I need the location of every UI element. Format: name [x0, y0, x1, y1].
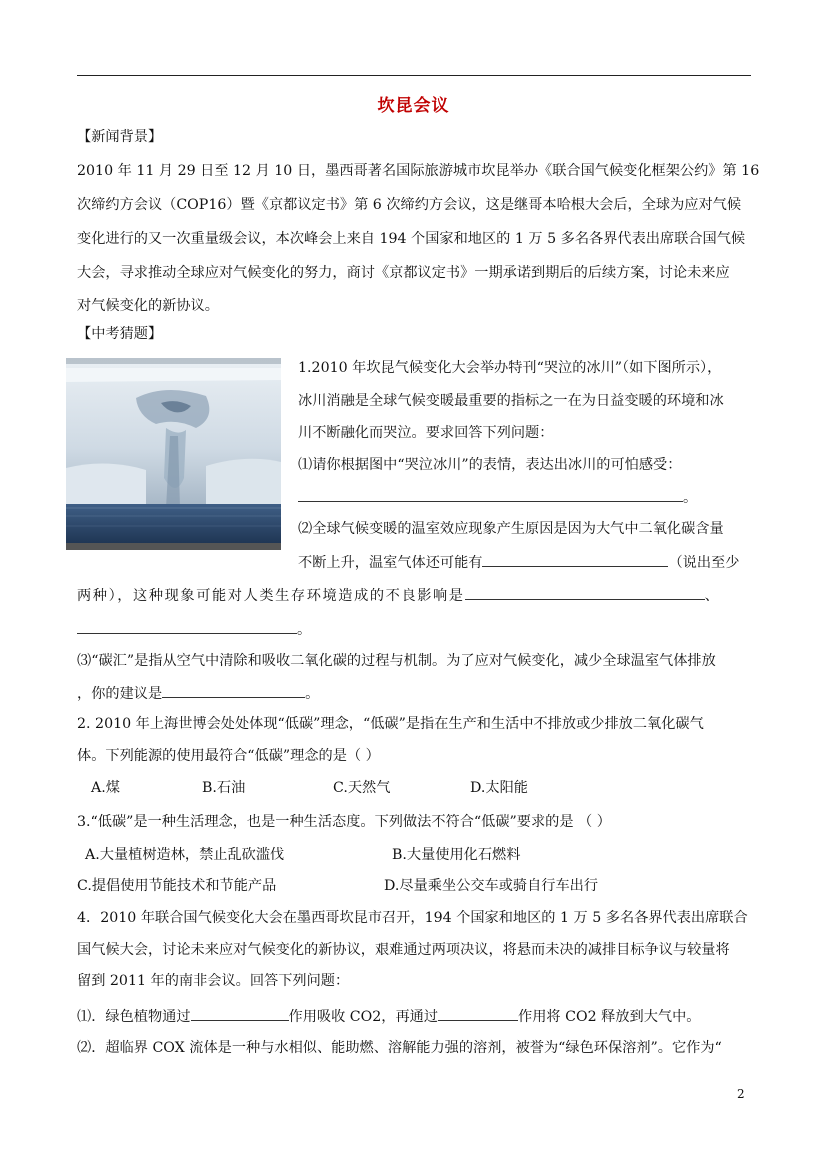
answer-blank[interactable] — [465, 585, 705, 600]
q1-subquestion-1: ⑴请你根据图中“哭泣冰川”的表情，表达出冰川的可怕感受： — [298, 457, 682, 473]
background-line: 次缔约方会议（COP16）暨《京都议定书》第 6 次缔约方会议，这是继哥本哈根大会后，全球为应对气候 — [77, 197, 742, 213]
q2-line: 2. 2010 年上海世博会处处体现“低碳”理念，“低碳”是指在生产和生活中不排放或少排放二氧化碳气 — [77, 716, 704, 732]
punctuation: 。 — [683, 490, 698, 506]
q4-subquestion-2: ⑵．超临界 COX 流体是一种与水相似、能助燃、溶解能力强的溶剂，被誉为“绿色环保溶剂”。它作为“ — [77, 1040, 722, 1056]
q1-subquestion-3-cont: ，你的建议是 。 — [77, 683, 319, 704]
background-line: 变化进行的又一次重量级会议，本次峰会上来自 194 个国家和地区的 1 万 5 多名各界代表出席联合国气候 — [77, 231, 746, 247]
q3-option-c[interactable]: C.提倡使用节能技术和节能产品 — [77, 878, 277, 894]
page-title: 坎昆会议 — [377, 96, 450, 116]
q3-option-d[interactable]: D.尽量乘坐公交车或骑自行车出行 — [384, 878, 599, 894]
q1-subquestion-2-cont: 不断上升，温室气体还可能有 （说出至少 — [298, 552, 739, 573]
q3-option-a[interactable]: A.大量植树造林，禁止乱砍滥伐 — [85, 847, 285, 863]
background-line: 对气候变化的新协议。 — [77, 298, 219, 314]
answer-blank[interactable] — [298, 487, 683, 502]
answer-blank[interactable] — [438, 1006, 518, 1021]
q1-subquestion-2-cont: 两种），这种现象可能对人类生存环境造成的不良影响是 、 — [77, 585, 719, 606]
q1-subquestion-2: ⑵全球气候变暖的温室效应现象产生原因是因为大气中二氧化碳含量 — [298, 521, 724, 537]
q1-answer-line-1 — [298, 487, 697, 508]
q1-line: 川不断融化而哭泣。要求回答下列问题： — [298, 425, 554, 441]
answer-blank[interactable] — [162, 683, 305, 698]
background-heading: 【新闻背景】 — [77, 129, 163, 145]
answer-blank[interactable] — [77, 619, 297, 634]
answer-blank[interactable] — [191, 1006, 289, 1021]
crying-glacier-image — [66, 358, 281, 550]
answer-blank[interactable] — [482, 552, 668, 567]
q2-option-d[interactable]: D.太阳能 — [470, 780, 528, 796]
q3-line: 3.“低碳”是一种生活理念，也是一种生活态度。下列做法不符合“低碳”要求的是 （ ） — [77, 814, 611, 830]
background-line: 大会，寻求推动全球应对气候变化的努力，商讨《京都议定书》一期承诺到期后的后续方案，讨论未来应 — [77, 265, 730, 281]
q2-line: 体。下列能源的使用最符合“低碳”理念的是（ ） — [77, 748, 380, 764]
q2-option-a[interactable]: A.煤 — [91, 780, 120, 796]
q1-subquestion-3: ⑶“碳汇”是指从空气中清除和吸收二氧化碳的过程与机制。为了应对气候变化，减少全球温室气体排放 — [77, 653, 716, 669]
page-number: 2 — [737, 1087, 745, 1101]
q3-option-b[interactable]: B.大量使用化石燃料 — [392, 847, 521, 863]
exam-heading: 【中考猜题】 — [77, 326, 163, 342]
q4-line: 留到 2011 年的南非会议。回答下列问题： — [77, 973, 350, 989]
background-line: 2010 年 11 月 29 日至 12 月 10 日，墨西哥著名国际旅游城市坎昆举办《联合国气候变化框架公约》第 16 — [77, 163, 760, 179]
q2-option-b[interactable]: B.石油 — [202, 780, 246, 796]
q1-line: 冰川消融是全球气候变暖最重要的指标之一在为日益变暖的环境和冰 — [298, 393, 724, 409]
q4-line: 国气候大会，讨论未来应对气候变化的新协议，艰难通过两项决议，将悬而未决的减排目标争议与较量将 — [77, 942, 730, 958]
q4-subquestion-1: ⑴．绿色植物通过 作用吸收 CO2，再通过 作用将 CO2 释放到大气中。 — [77, 1006, 700, 1027]
q2-option-c[interactable]: C.天然气 — [333, 780, 391, 796]
header-rule — [77, 75, 751, 76]
q4-line: 4．2010 年联合国气候变化大会在墨西哥坎昆市召开，194 个国家和地区的 1 万 5 多名各界代表出席联合 — [77, 910, 748, 926]
q1-line: 1.2010 年坎昆气候变化大会举办特刊“哭泣的冰川”（如下图所示）， — [298, 360, 722, 376]
q1-answer-line-2: 。 — [77, 619, 311, 640]
